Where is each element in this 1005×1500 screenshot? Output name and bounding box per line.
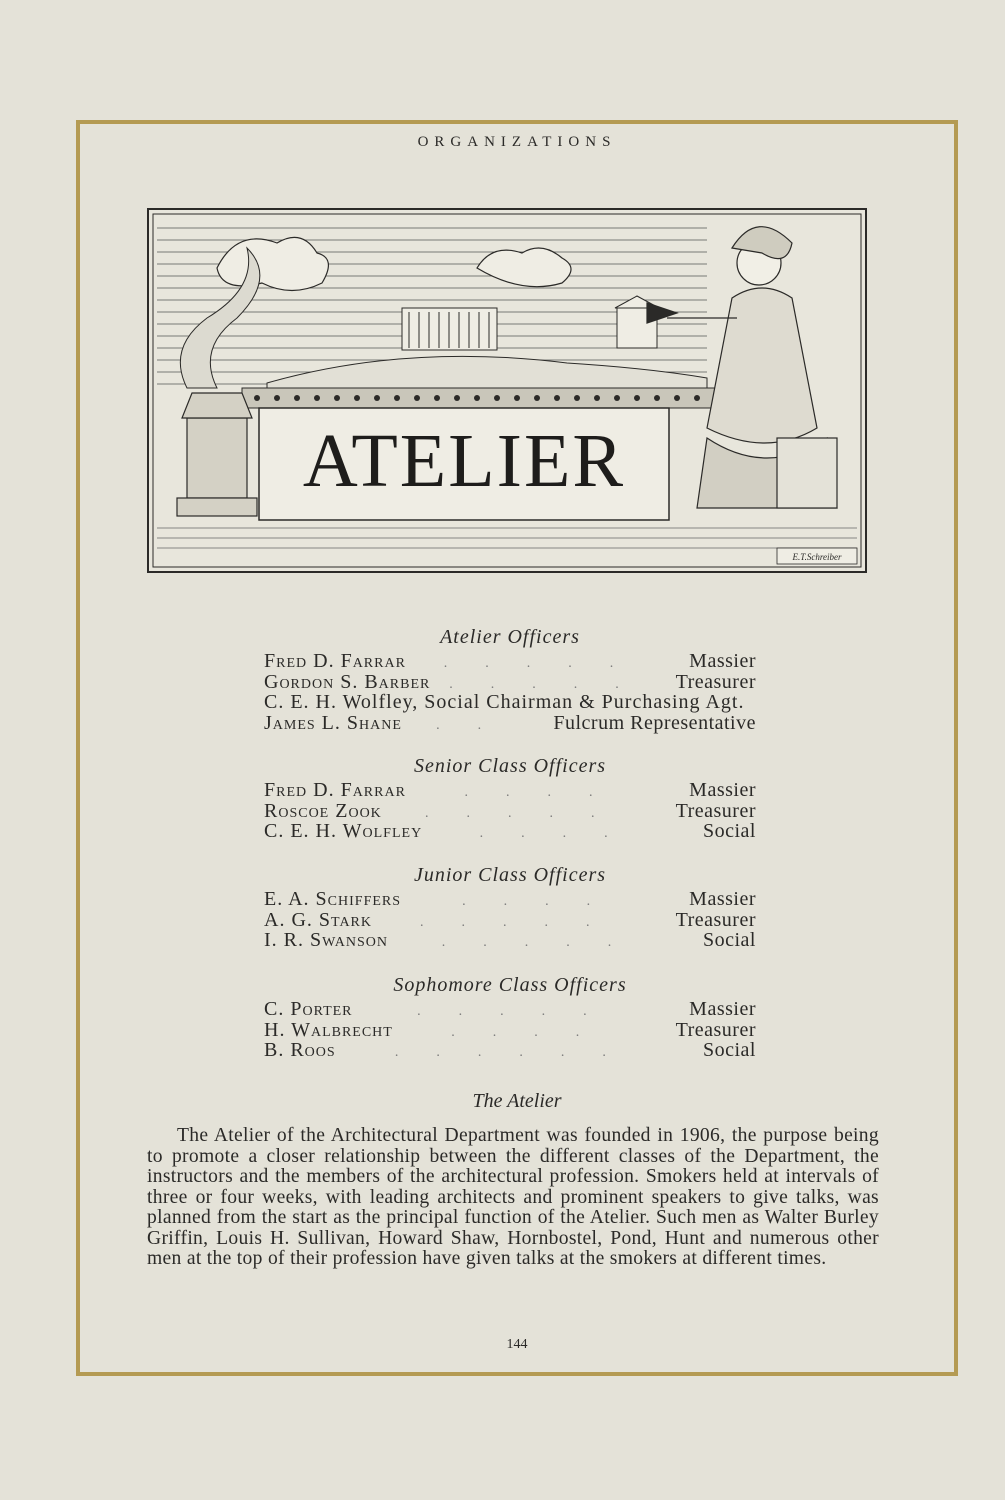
officer-role: Treasurer	[675, 908, 756, 931]
officer-role: Social	[703, 1039, 756, 1061]
officer-row: B. Roos ...... Social	[264, 1039, 756, 1061]
junior-class-officers-section	[264, 861, 756, 951]
officer-row: Roscoe Zook ..... Treasurer	[264, 799, 756, 822]
section-title: Junior Class Officers	[413, 864, 607, 886]
officer-name: C. E. H. Wolfley	[264, 820, 423, 842]
section-title: Senior Class Officers	[413, 755, 607, 777]
officer-row	[264, 692, 756, 713]
officer-role: Fulcrum Representative	[553, 711, 756, 734]
atelier-banner-illustration	[147, 208, 867, 573]
banner-title: ATELIER	[302, 419, 626, 503]
officer-name: I. R. Swanson	[264, 929, 389, 951]
officer-name: C. Porter	[264, 998, 353, 1020]
officer-row: C. E. H. Wolfley .... Social	[264, 820, 756, 842]
officer-name: Roscoe Zook	[264, 799, 382, 822]
article-title: The Atelier	[472, 1090, 562, 1112]
officer-row: H. Walbrecht .... Treasurer	[264, 1018, 756, 1041]
officer-name: Gordon S. Barber	[264, 670, 431, 693]
officer-row: Fred D. Farrar ..... Massier	[264, 650, 756, 672]
senior-class-officers-section	[264, 752, 756, 842]
section-title: Atelier Officers	[440, 626, 580, 648]
officer-name: Fred D. Farrar	[264, 650, 406, 672]
section-title: Sophomore Class Officers	[393, 974, 627, 996]
officer-role: Massier	[689, 779, 756, 801]
running-head: ORGANIZATIONS	[417, 134, 617, 150]
officer-role: Treasurer	[675, 1018, 756, 1041]
officer-name: James L. Shane	[264, 711, 402, 734]
officer-name: A. G. Stark	[264, 908, 372, 931]
artist-signature: E.T.Schreiber	[792, 552, 842, 562]
officer-name: E. A. Schiffers	[264, 888, 402, 910]
officer-row: Fred D. Farrar .... Massier	[264, 779, 756, 801]
officer-name: C. E. H. Wolfley, Social Chairman & Purchasing Agt.	[264, 691, 745, 713]
atelier-officers-section	[264, 623, 756, 733]
officer-role: Massier	[689, 998, 756, 1020]
officer-role: Massier	[689, 888, 756, 910]
officer-row: Gordon S. Barber ..... Treasurer	[264, 670, 756, 693]
officer-role: Social	[703, 929, 756, 951]
officer-name: H. Walbrecht	[264, 1018, 393, 1041]
sophomore-class-officers-section	[264, 971, 756, 1061]
officer-row: C. Porter ..... Massier	[264, 998, 756, 1020]
officer-role: Treasurer	[675, 670, 756, 693]
officer-row: James L. Shane .. Fulcrum Representative	[264, 711, 756, 734]
officer-row: I. R. Swanson ..... Social	[264, 929, 756, 951]
officer-row: E. A. Schiffers .... Massier	[264, 888, 756, 910]
officer-name: Fred D. Farrar	[264, 779, 406, 801]
officer-name: B. Roos	[264, 1039, 336, 1061]
officer-role: Massier	[689, 650, 756, 672]
page-number: 144	[506, 1337, 528, 1352]
officer-role: Treasurer	[675, 799, 756, 822]
article-body: The Atelier of the Architectural Department was founded in 1906, the purpose being to promote a closer relationship between the different classes of the Department, the instructors and the members of the architectural profession. Smokers held at intervals of three or four weeks, with leading architects and prominent speakers to give talks, was planned from the start as the principal function of the Atelier. Such men as Walter Burley Griffin, Louis H. Sullivan, Howard Shaw, Hornbostel, Pond, Hunt and numerous other men at the top of their profession have given talks at the smokers at different times.	[147, 1125, 879, 1269]
officer-row: A. G. Stark ..... Treasurer	[264, 908, 756, 931]
officer-role: Social	[703, 820, 756, 842]
